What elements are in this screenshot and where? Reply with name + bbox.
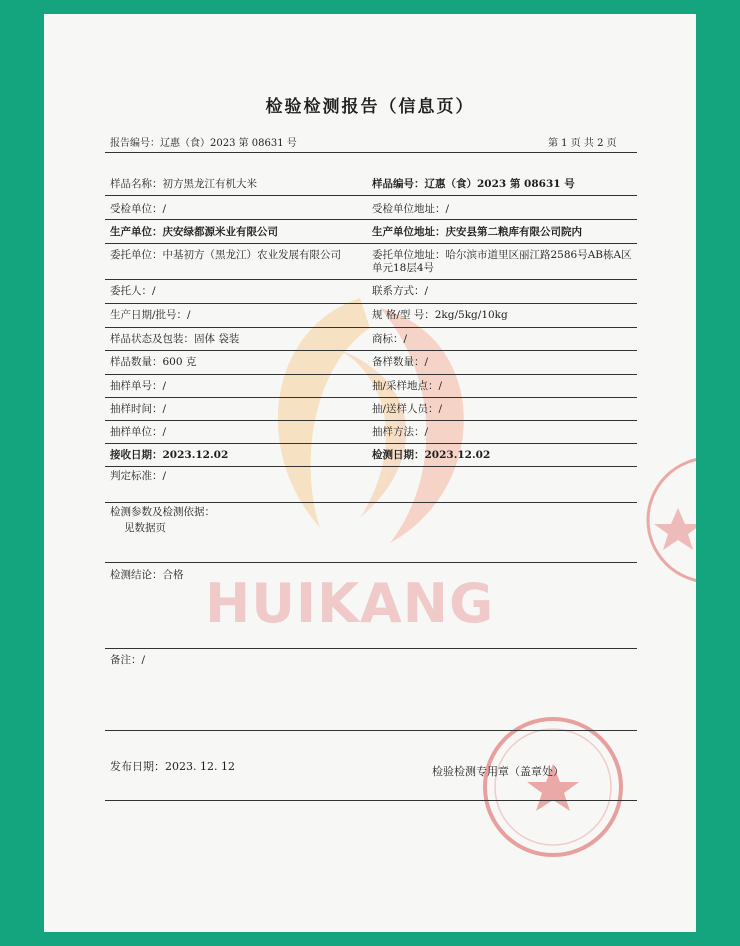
row-right: 委托单位地址：哈尔滨市道里区丽江路2586号AB栋A区单元18层4号 [372,249,632,274]
watermark-logo [240,288,500,558]
row-right: 抽样方法：/ [372,426,429,438]
watermark-text: HUIKANG [205,572,495,635]
row-line [105,397,637,398]
row-line [105,800,637,801]
row-right: 抽/采样地点：/ [372,380,443,392]
page-number: 第 1 页 共 2 页 [548,138,617,149]
row-right: 抽/送样人员：/ [372,403,443,415]
row-left: 委托单位：中基初方（黑龙江）农业发展有限公司 [110,249,341,261]
row-left: 样品数量：600 克 [110,356,197,368]
row-left: 抽样单位：/ [110,426,167,438]
row-line [105,374,637,375]
issue-date: 发布日期：2023. 12. 12 [110,760,235,773]
divider [105,152,637,153]
row-line [105,648,637,649]
partial-stamp-icon [640,450,696,590]
row-line [105,562,637,563]
row-line [105,327,637,328]
seal-label: 检验检测专用章（盖章处） [432,765,564,778]
row-line [105,219,637,220]
test-conclusion: 检测结论：合格 [110,569,184,581]
row-left: 样品状态及包装：固体 袋装 [110,333,240,345]
row-line [105,466,637,467]
row-line [105,195,637,196]
report-number: 报告编号：辽惠（食）2023 第 08631 号 [110,138,297,149]
row-line [105,350,637,351]
row-right: 受检单位地址：/ [372,203,450,215]
row-left: 生产单位：庆安绿都源米业有限公司 [110,226,278,238]
row-line [105,303,637,304]
row-left: 受检单位：/ [110,203,167,215]
row-right: 联系方式：/ [372,285,429,297]
row-left: 接收日期：2023.12.02 [110,449,229,461]
row-right: 检测日期：2023.12.02 [372,449,491,461]
row-right: 规 格/型 号：2kg/5kg/10kg [372,309,508,321]
row-left: 样品名称：初方黑龙江有机大米 [110,178,257,190]
row-right: 生产单位地址：庆安县第二粮库有限公司院内 [372,226,582,238]
official-seal-icon [478,712,628,862]
row-left: 抽样时间：/ [110,403,167,415]
row-right: 备样数量：/ [372,356,429,368]
row-left: 生产日期/批号：/ [110,309,191,321]
row-line [105,502,637,503]
row-line [105,443,637,444]
remarks: 备注：/ [110,654,146,666]
row-right: 商标：/ [372,333,408,345]
row-right: 样品编号：辽惠（食）2023 第 08631 号 [372,178,575,190]
report-title: 检验检测报告（信息页） [265,97,475,117]
row-left: 委托人：/ [110,285,156,297]
test-method-value: 见数据页 [124,522,166,534]
row-line [105,243,637,244]
judgement-standard: 判定标准：/ [110,470,167,482]
row-line [105,420,637,421]
row-line [105,730,637,731]
test-method-label: 检测参数及检测依据： [110,506,215,518]
row-left: 抽样单号：/ [110,380,167,392]
row-line [105,279,637,280]
